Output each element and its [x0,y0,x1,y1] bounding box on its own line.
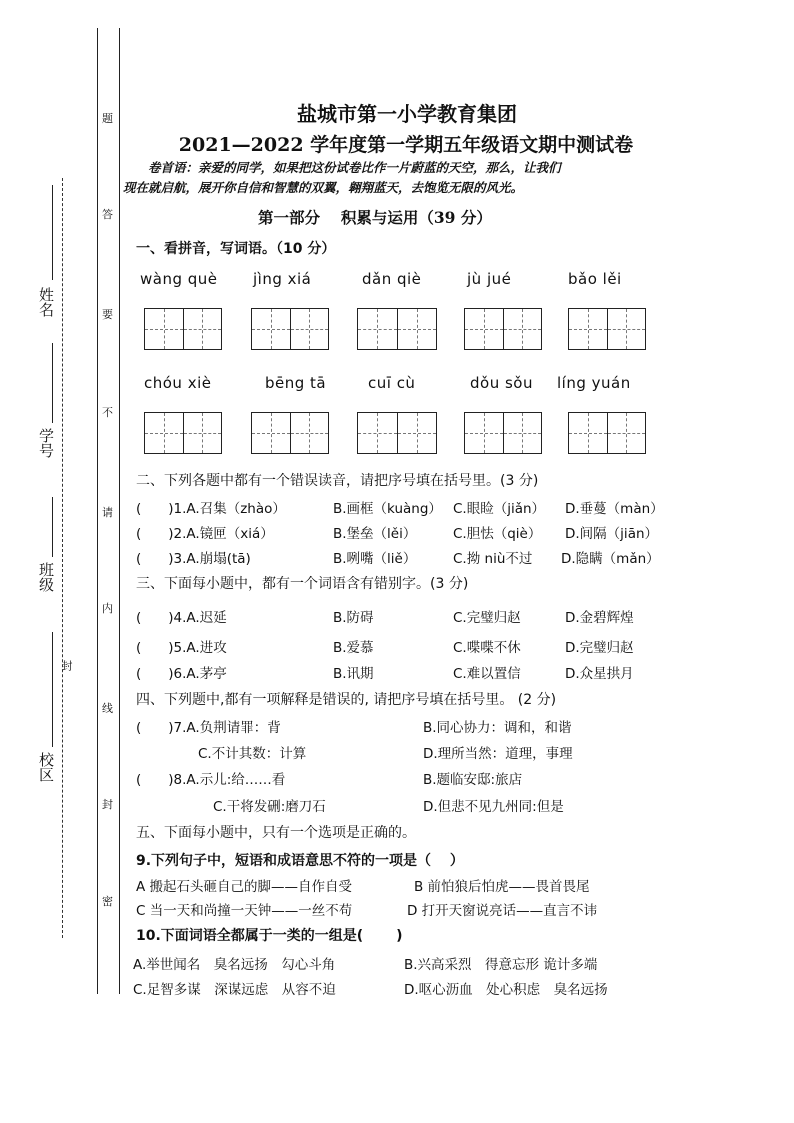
margin-char-feng: 封 [102,798,113,811]
margin-char-ti: 题 [102,112,113,125]
pinyin-5: bǎo lěi [568,270,622,288]
q2-item-1c: C.眼睑（jiǎn） [453,501,546,517]
q4-item-7cd-c: C.不计其数：计算 [198,746,307,762]
q10-option-c: C.足智多谋 深谋远虑 从容不迫 [133,982,336,998]
answer-grid-3[interactable] [357,308,437,350]
margin-char-qing: 请 [102,506,113,519]
q10-option-d: D.呕心沥血 处心积虑 臭名远扬 [404,982,608,998]
q4-item-8ab-b: B.题临安邸:旅店 [423,772,523,788]
pinyin-10: líng yuán [557,374,631,392]
q2-item-3a: ( )3.A.崩塌(tā) [136,551,251,567]
q10-option-a: A.举世闻名 臭名远扬 勾心斗角 [133,957,336,973]
class-field[interactable] [52,497,53,557]
q3-item-5d: D.完璧归赵 [565,640,634,656]
margin-char-yao: 要 [102,308,113,321]
answer-grid-4[interactable] [464,308,542,350]
answer-grid-6[interactable] [144,412,222,454]
q3-item-4b: B.防碍 [333,610,374,626]
q4-item-7ab-b: B.同心协力：调和，和谐 [423,720,572,736]
answer-grid-1[interactable] [144,308,222,350]
q2-item-1a: ( )1.A.召集（zhào） [136,501,286,517]
intro-line-1: 卷首语：亲爱的同学，如果把这份试卷比作一片蔚蓝的天空，那么，让我们 [148,160,561,175]
student-id-label: 学号 [37,428,55,458]
q2-item-3c: C.拗 niù不过 [453,551,533,567]
margin-char-nei: 内 [102,602,113,615]
answer-grid-2[interactable] [251,308,329,350]
pinyin-2: jìng xiá [253,270,312,288]
margin-char-da: 答 [102,208,113,221]
q3-item-5c: C.喋喋不休 [453,640,521,656]
exam-subtitle: 2021—2022 学年度第一学期五年级语文期中测试卷 [178,134,634,156]
q3-item-6a: ( )6.A.茅亭 [136,666,227,682]
margin-solid-line-1 [97,28,98,994]
name-label: 姓名 [37,287,55,317]
pinyin-4: jù jué [467,270,512,288]
q3-item-6c: C.难以置信 [453,666,521,682]
margin-char-bu: 不 [102,406,113,419]
q10-stem: 10.下面词语全都属于一类的一组是( ) [136,928,403,944]
q2-item-2b: B.堡垒（lěi） [333,526,417,542]
answer-grid-7[interactable] [251,412,329,454]
q3-item-4c: C.完璧归赵 [453,610,521,626]
q9-option-a: A 搬起石头砸自己的脚——自作自受 [136,879,353,895]
q5-heading: 五、下面每小题中，只有一个选项是正确的。 [136,825,416,841]
q9-option-c: C 当一天和尚撞一天钟——一丝不苟 [136,903,353,919]
page-title: 盐城市第一小学教育集团 [297,102,517,126]
q3-item-4d: D.金碧辉煌 [565,610,634,626]
q1-heading: 一、看拼音，写词语。（10 分） [136,241,336,257]
campus-label: 校区 [37,752,55,782]
q3-item-5a: ( )5.A.进攻 [136,640,227,656]
answer-grid-9[interactable] [464,412,542,454]
q3-item-6d: D.众星拱月 [565,666,634,682]
answer-grid-5[interactable] [568,308,646,350]
q2-heading: 二、下列各题中都有一个错误读音，请把序号填在括号里。(3 分) [136,473,539,489]
intro-line-2: 现在就启航，展开你自信和智慧的双翼，翱翔蓝天，去饱览无限的风光。 [123,180,524,195]
q4-item-8cd-d: D.但悲不见九州同:但是 [423,799,564,815]
pinyin-3: dǎn qiè [362,270,422,288]
q2-item-3b: B.咧嘴（liě） [333,551,417,567]
q9-option-d: D 打开天窗说亮话——直言不讳 [407,903,598,919]
q4-item-8cd-c: C.干将发硎:磨刀石 [213,799,326,815]
q3-item-5b: B.爱慕 [333,640,374,656]
q2-item-2c: C.胆怯（qiè） [453,526,542,542]
q4-heading: 四、下列题中,都有一项解释是错误的, 请把序号填在括号里。 (2 分) [136,692,557,708]
q4-item-7ab-a: ( )7.A.负荆请罪：背 [136,720,281,736]
q3-item-6b: B.讯期 [333,666,374,682]
answer-grid-10[interactable] [568,412,646,454]
q2-item-2a: ( )2.A.镜匣（xiá） [136,526,274,542]
part1-title: 第一部分 积累与运用（39 分） [258,208,492,227]
pinyin-7: bēng tā [265,374,327,392]
q4-item-8ab-a: ( )8.A.示儿:给……看 [136,772,286,788]
q3-heading: 三、下面每小题中，都有一个词语含有错别字。(3 分) [136,576,469,592]
pinyin-6: chóu xiè [144,374,212,392]
student-id-field[interactable] [52,343,53,423]
q2-item-3d: D.隐瞒（mǎn） [561,551,660,567]
seal-char: 封 [60,660,73,671]
pinyin-8: cuī cù [368,374,416,392]
q10-option-b: B.兴高采烈 得意忘形 诡计多端 [404,957,598,973]
q9-stem: 9.下列句子中，短语和成语意思不符的一项是（ ） [136,853,464,869]
campus-field[interactable] [52,632,53,747]
q2-item-1b: B.画框（kuàng） [333,501,442,517]
q9-option-b: B 前怕狼后怕虎——畏首畏尾 [414,879,590,895]
margin-solid-line-2 [119,28,120,994]
seal-dashed-line [62,178,63,938]
pinyin-1: wàng què [140,270,218,288]
q4-item-7cd-d: D.理所当然：道理，事理 [423,746,573,762]
q2-item-1d: D.垂蔓（màn） [565,501,664,517]
q3-item-4a: ( )4.A.迟延 [136,610,227,626]
name-field[interactable] [52,185,53,280]
q2-item-2d: D.间隔（jiān） [565,526,659,542]
answer-grid-8[interactable] [357,412,437,454]
margin-char-mi: 密 [102,895,113,908]
pinyin-9: dǒu sǒu [470,374,533,392]
margin-char-xian: 线 [102,702,113,715]
class-label: 班级 [37,562,55,592]
